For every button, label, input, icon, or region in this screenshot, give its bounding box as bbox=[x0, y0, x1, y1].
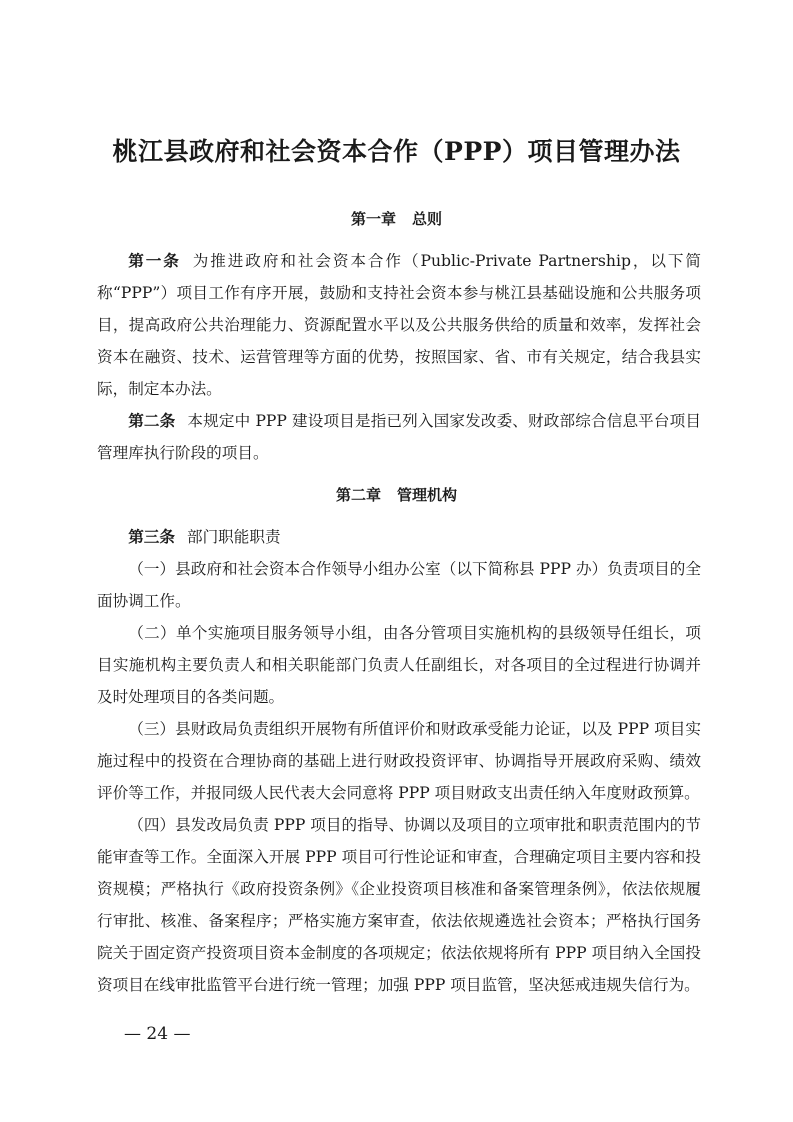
article-text: 部门职能职责 bbox=[186, 528, 281, 546]
chapter-heading-2 bbox=[0, 484, 793, 506]
article-number: 第三条 bbox=[128, 527, 175, 546]
list-item-1: （一）县政府和社会资本合作领导小组办公室（以下简称县 PPP 办）负责项目的全面协调工作。 bbox=[97, 560, 701, 610]
document-title: 桃江县政府和社会资本合作（PPP）项目管理办法 bbox=[112, 137, 681, 166]
page-number: — 24 — bbox=[124, 1024, 191, 1044]
list-item-2: （二）单个实施项目服务领导小组，由各分管项目实施机构的县级领导任组长，项目实施机构主要负责人和相关职能部门负责人任副组长，对各项目的全过程进行协调并及时处理项目的各类问题。 bbox=[97, 624, 701, 706]
chapter-name: 管理机构 bbox=[397, 486, 458, 504]
chapter-name: 总则 bbox=[412, 210, 443, 228]
article-number: 第二条 bbox=[128, 411, 176, 430]
article-text: 为推进政府和社会资本合作（Public-Private Partnership，以下简称“PPP”）项目工作有序开展，鼓励和支持社会资本参与桃江县基础设施和公共服务项目，提高政府公共治理能力、资源配置水平以及公共服务供给的质量和效率，发挥社会资本在融资、技术、运营管理等方面的优势，按照国家、省、市有关规定，结合我县实际，制定本办法。 bbox=[97, 252, 701, 398]
article-number: 第一条 bbox=[128, 251, 181, 270]
article-text: 本规定中 PPP 建设项目是指已列入国家发改委、财政部综合信息平台项目管理库执行阶段的项目。 bbox=[97, 412, 701, 462]
chapter-number: 第一章 bbox=[350, 210, 396, 228]
article-1 bbox=[97, 245, 701, 405]
chapter-number: 第二章 bbox=[335, 486, 381, 504]
article-3 bbox=[97, 521, 701, 553]
chapter-heading-1 bbox=[0, 208, 793, 230]
list-item-3: （三）县财政局负责组织开展物有所值评价和财政承受能力论证，以及 PPP 项目实施过程中的投资在合理协商的基础上进行财政投资评审、协调指导开展政府采购、绩效评价等工作，并报同级人民代表大会同意将 PPP 项目财政支出责任纳入年度财政预算。 bbox=[97, 720, 701, 802]
list-item-4: （四）县发改局负责 PPP 项目的指导、协调以及项目的立项审批和职责范围内的节能审查等工作。全面深入开展 PPP 项目可行性论证和审查，合理确定项目主要内容和投资规模；严格执行《政府投资条例》《企业投资项目核准和备案管理条例》，依法依规履行审批、核准、备案程序；严格实施方案审查，依法依规遴选社会资本；严格执行国务院关于固定资产投资项目资本金制度的各项规定；依法依规将所有 PPP 项目纳入全国投资项目在线审批监管平台进行统一管理；加强 PPP 项目监管，坚决惩戒违规失信行为。 bbox=[97, 816, 701, 994]
article-2 bbox=[97, 405, 701, 469]
